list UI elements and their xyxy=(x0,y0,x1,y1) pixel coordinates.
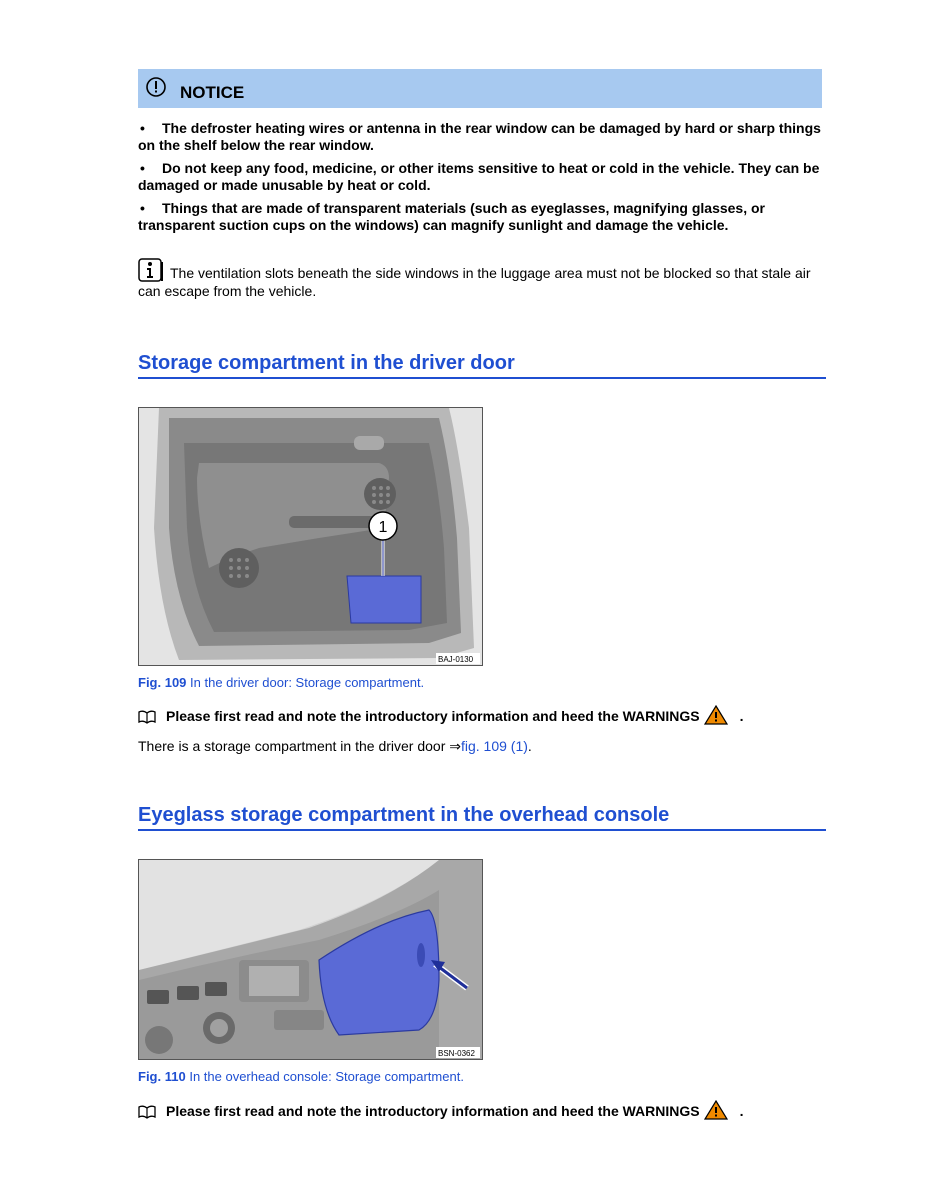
info-icon xyxy=(138,258,164,282)
body-text: There is a storage compartment in the driver door ⇒fig. 109 (1). xyxy=(138,738,532,754)
section-title-driver-door: Storage compartment in the driver door xyxy=(138,352,826,379)
figure-caption: Fig. 110 In the overhead console: Storage compartment. xyxy=(138,1069,464,1084)
notice-title: NOTICE xyxy=(180,83,245,102)
notice-item: • Do not keep any food, medicine, or other items sensitive to heat or cold in the vehicle. They can be damaged or made unusable by heat or cold. xyxy=(138,160,820,193)
notice-item: • Things that are made of transparent materials (such as eyeglasses, magnifying glasses, or transparent suction cups on the windows) can magnify sunlight and damage the vehicle. xyxy=(138,200,765,233)
warning-triangle-icon[interactable] xyxy=(704,705,728,725)
info-text: The ventilation slots beneath the side windows in the luggage area must not be blocked so that stale air can escape from the vehicle. xyxy=(138,265,811,299)
notice-header xyxy=(138,69,822,108)
book-icon xyxy=(138,1105,156,1119)
figure-caption: Fig. 109 In the driver door: Storage compartment. xyxy=(138,675,425,690)
warning-triangle-icon[interactable] xyxy=(704,1100,728,1120)
figure-code: BSN-0362 xyxy=(438,1049,475,1058)
figure-code: BAJ-0130 xyxy=(438,655,474,664)
bullet-icon: • xyxy=(140,160,145,176)
figure-link[interactable]: fig. 109 (1) xyxy=(460,738,528,754)
exclamation-circle-icon xyxy=(146,77,166,97)
callout-1: 1 xyxy=(378,519,388,536)
book-icon xyxy=(138,710,156,724)
read-note: Please first read and note the introductory information and heed the WARNINGS . xyxy=(138,705,744,725)
overhead-console-illustration xyxy=(139,860,482,1059)
notice-item: • The defroster heating wires or antenna in the rear window can be damaged by hard or sharp things on the shelf below the rear window. xyxy=(138,120,821,153)
info-note xyxy=(138,258,828,300)
figure-driver-door xyxy=(138,407,483,666)
read-note: Please first read and note the introductory information and heed the WARNINGS . xyxy=(138,1100,744,1120)
bullet-icon: • xyxy=(140,200,145,216)
section-title-overhead-console: Eyeglass storage compartment in the overhead console xyxy=(138,804,826,831)
bullet-icon: • xyxy=(140,120,145,136)
figure-overhead-console xyxy=(138,859,483,1060)
driver-door-illustration xyxy=(139,408,482,665)
